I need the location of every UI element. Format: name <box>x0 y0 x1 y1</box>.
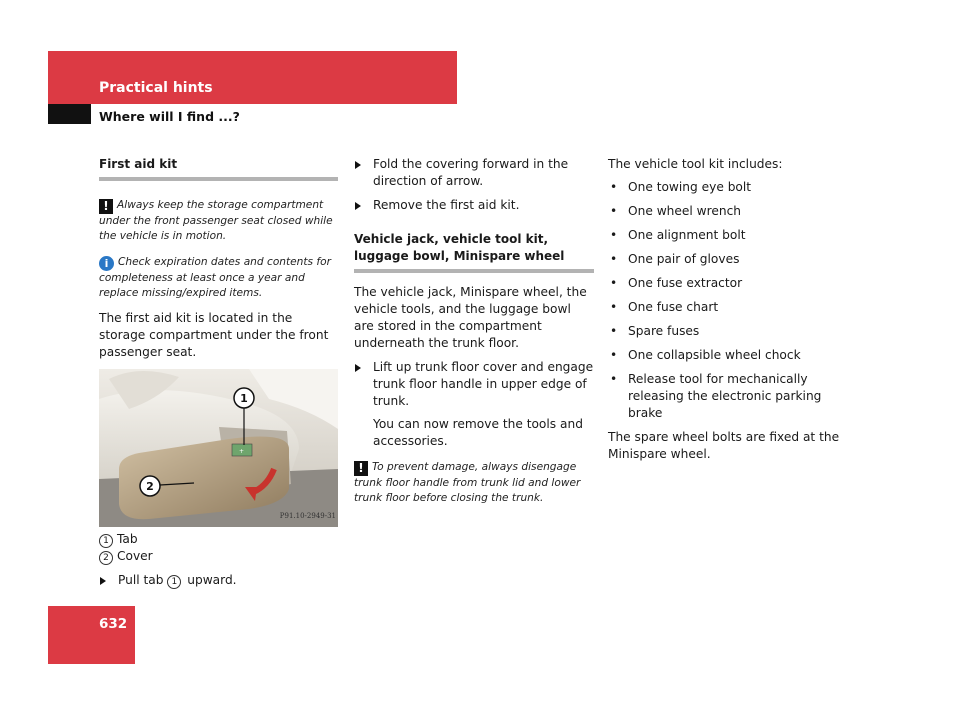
info-note-text: Check expiration dates and contents for completeness at least once a year and replace missing/expired items. <box>99 256 332 299</box>
tool-kit-closing: The spare wheel bolts are fixed at the Minispare wheel. <box>608 430 840 461</box>
column-vehicle-jack <box>354 156 594 506</box>
warning-note-1 <box>99 198 338 244</box>
triangle-arrow-icon <box>355 161 361 169</box>
header-black-tab <box>48 104 91 124</box>
list-item: • One pair of gloves <box>608 251 853 268</box>
page-number: 632 <box>99 616 128 632</box>
callout-2: 2 <box>146 480 154 493</box>
first-aid-heading: First aid kit <box>99 156 338 181</box>
list-item: • One collapsible wheel chock <box>608 347 853 364</box>
step-pull-tab-suffix: upward. <box>183 573 237 587</box>
legend-1-label: Tab <box>117 532 138 546</box>
page-subtitle: Where will I find ...? <box>99 109 240 124</box>
vehicle-jack-heading: Vehicle jack, vehicle tool kit, luggage bowl, Minispare wheel <box>354 231 594 273</box>
legend-2-label: Cover <box>117 549 153 563</box>
list-item: • One towing eye bolt <box>608 179 853 196</box>
tool-kit-list <box>608 179 853 422</box>
warning-note-2-text: To prevent damage, always disengage trunk floor handle from trunk lid and lower trunk floor before closing the trunk. <box>354 461 581 504</box>
step-lift-floor-text: Lift up trunk floor cover and engage trunk floor handle in upper edge of trunk. <box>373 360 594 408</box>
exclamation-box-icon: ! <box>99 199 113 214</box>
list-item: • One alignment bolt <box>608 227 853 244</box>
step-result: You can now remove the tools and accessories. <box>373 417 583 448</box>
list-item: • One fuse chart <box>608 299 853 316</box>
warning-note-2 <box>354 460 594 506</box>
page-number-band <box>48 606 135 664</box>
triangle-arrow-icon <box>355 364 361 372</box>
warning-note-1-text: Always keep the storage compartment under the front passenger seat closed while the vehicle is in motion. <box>99 199 333 242</box>
step-remove-kit <box>354 197 594 214</box>
vehicle-jack-text: The vehicle jack, Minispare wheel, the vehicle tools, and the luggage bowl are stored in the compartment underneath the trunk floor. <box>354 285 587 350</box>
list-item: • One wheel wrench <box>608 203 853 220</box>
column-first-aid <box>99 156 338 589</box>
legend-item-1 <box>99 531 338 548</box>
svg-text:+: + <box>239 448 245 455</box>
legend-2-marker: 2 <box>99 551 113 565</box>
step-lift-floor <box>354 359 594 410</box>
step-fold-covering <box>354 156 594 190</box>
info-circle-icon: i <box>99 256 114 271</box>
triangle-arrow-icon <box>355 202 361 210</box>
seat-illustration <box>99 369 338 527</box>
step-tab-marker: 1 <box>167 575 181 589</box>
step-fold-covering-text: Fold the covering forward in the direction of arrow. <box>373 157 569 188</box>
step-pull-tab-text: Pull tab <box>118 573 168 587</box>
legend-item-2 <box>99 548 338 565</box>
tool-kit-intro: The vehicle tool kit includes: <box>608 157 783 171</box>
triangle-arrow-icon <box>100 577 106 585</box>
legend-1-marker: 1 <box>99 534 113 548</box>
column-tool-kit <box>608 156 853 463</box>
exclamation-box-icon: ! <box>354 461 368 476</box>
list-item: • One fuse extractor <box>608 275 853 292</box>
step-pull-tab <box>99 572 338 589</box>
section-title: Practical hints <box>99 80 213 96</box>
list-item: • Release tool for mechanically releasing the electronic parking brake <box>608 371 853 422</box>
step-remove-kit-text: Remove the first aid kit. <box>373 198 520 212</box>
image-code: P91.10-2949-31 <box>279 512 336 520</box>
list-item: • Spare fuses <box>608 323 853 340</box>
header-band <box>48 51 457 104</box>
seat-compartment-photo <box>99 369 338 527</box>
info-note <box>99 255 338 301</box>
first-aid-location-text: The first aid kit is located in the storage compartment under the front passenger seat. <box>99 311 329 359</box>
callout-1: 1 <box>240 392 248 405</box>
